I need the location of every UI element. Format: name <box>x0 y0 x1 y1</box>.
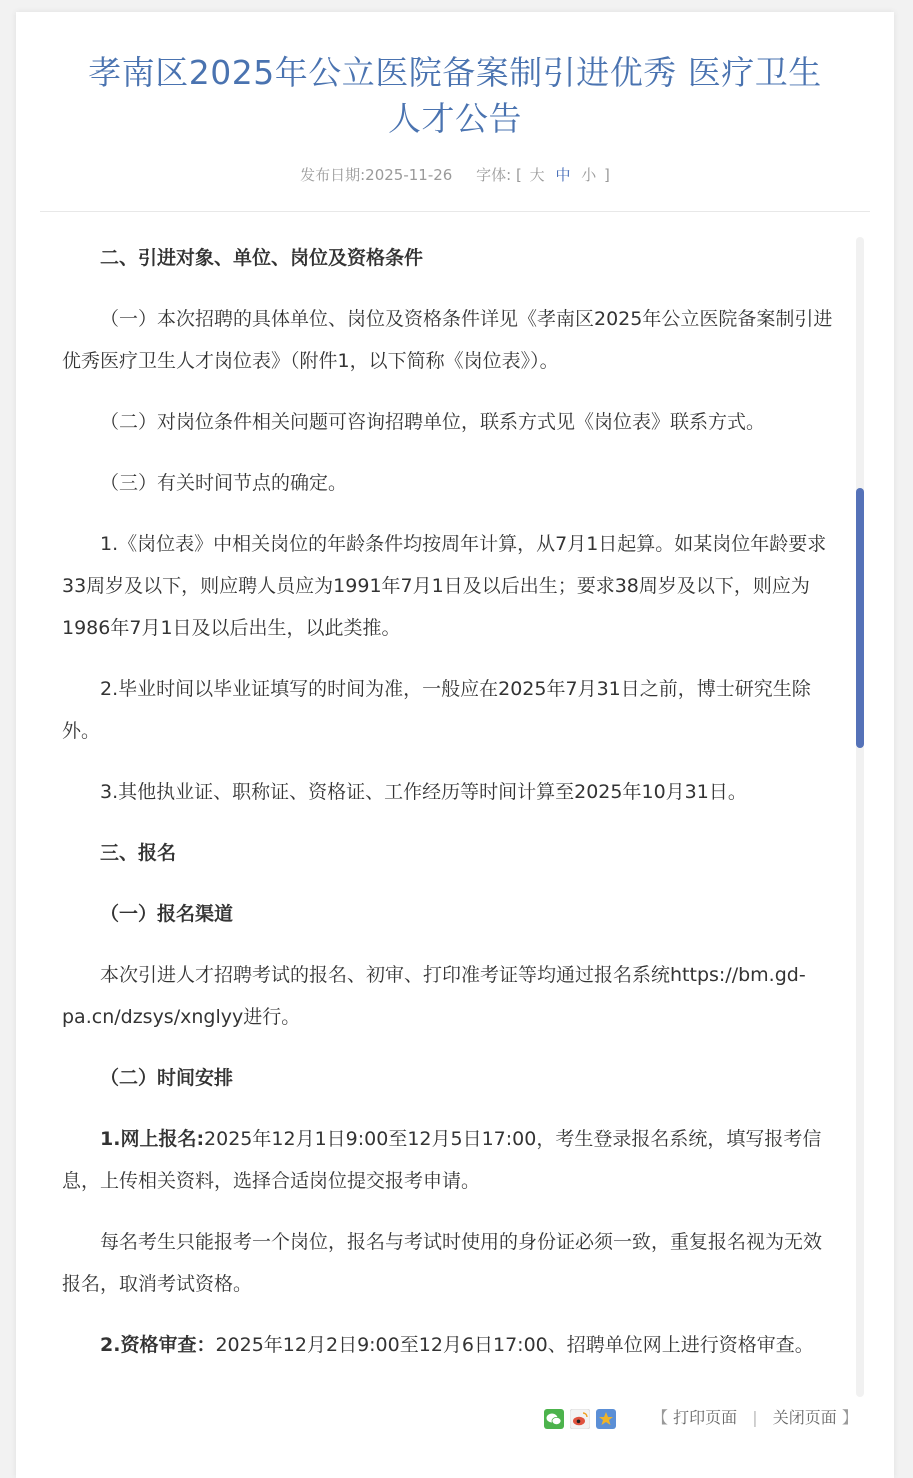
section-heading: （二）时间安排 <box>100 1067 234 1089</box>
section-heading: （一）报名渠道 <box>100 903 234 925</box>
paragraph: 2.毕业时间以毕业证填写的时间为准，一般应在2025年7月31日之前，博士研究生除外。 <box>62 678 811 742</box>
font-size-small[interactable]: 小 <box>581 166 597 184</box>
article-card <box>16 12 894 1478</box>
paragraph: 3.其他执业证、职称证、资格证、工作经历等时间计算至2025年10月31日。 <box>100 781 747 803</box>
paragraph: （二）对岗位条件相关问题可咨询招聘单位，联系方式见《岗位表》联系方式。 <box>100 411 766 433</box>
article-body[interactable] <box>62 237 838 1397</box>
footer-bracket-close: 】 <box>841 1408 858 1427</box>
footer-bracket-open: 【 <box>652 1408 669 1427</box>
paragraph: （一）本次招聘的具体单位、岗位及资格条件详见《孝南区2025年公立医院备案制引进优秀医疗卫生人才岗位表》（附件1，以下简称《岗位表》）。 <box>62 308 833 372</box>
print-page-link[interactable]: 打印页面 <box>673 1408 738 1427</box>
paragraph <box>62 1324 838 1366</box>
paragraph-text: 2025年12月2日9:00至12月6日17:00、招聘单位网上进行资格审查。 <box>215 1334 814 1356</box>
section-heading: 三、报名 <box>100 842 177 864</box>
font-size-medium[interactable]: 中 <box>555 166 571 184</box>
page-title <box>46 50 864 142</box>
font-bracket-close: ] <box>604 166 610 184</box>
title-line-2: 人才公告 <box>388 99 522 138</box>
font-bracket-open: [ <box>516 166 522 184</box>
paragraph-bold-lead: 1.网上报名: <box>100 1128 205 1150</box>
weibo-icon <box>570 1409 590 1429</box>
paragraph-text: 2025年12月1日9:00至12月5日17:00，考生登录报名系统，填写报考信息，上传相关资料，选择合适岗位提交报考申请。 <box>62 1128 822 1192</box>
font-size-label: 字体: <box>476 166 512 184</box>
qzone-icon <box>596 1409 616 1429</box>
scrollbar-track[interactable] <box>856 237 864 1397</box>
footer-links <box>652 1406 858 1430</box>
wechat-share-button[interactable] <box>544 1409 564 1429</box>
paragraph: （三）有关时间节点的确定。 <box>100 472 348 494</box>
qzone-share-button[interactable] <box>596 1409 616 1429</box>
close-page-link[interactable]: 关闭页面 <box>772 1408 837 1427</box>
title-line-1: 孝南区2025年公立医院备案制引进优秀 医疗卫生 <box>88 53 822 92</box>
divider <box>40 211 870 212</box>
weibo-share-button[interactable] <box>570 1409 590 1429</box>
paragraph: 每名考生只能报考一个岗位，报名与考试时使用的身份证必须一致，重复报名视为无效报名，取消考试资格。 <box>62 1231 823 1295</box>
wechat-icon <box>544 1409 564 1429</box>
paragraph: 本次引进人才招聘考试的报名、初审、打印准考证等均通过报名系统https://bm.gd-pa.cn/dzsys/xnglyy进行。 <box>62 964 806 1028</box>
font-size-large[interactable]: 大 <box>529 166 545 184</box>
article-meta <box>16 163 894 187</box>
paragraph-bold-lead: 2.资格审查： <box>100 1334 216 1356</box>
paragraph: 1.《岗位表》中相关岗位的年龄条件均按周年计算，从7月1日起算。如某岗位年龄要求33周岁及以下，则应聘人员应为1991年7月1日及以后出生；要求38周岁及以下，则应为1986年7月1日及以后出生，以此类推。 <box>62 533 827 639</box>
footer-separator: | <box>752 1408 758 1427</box>
publish-date: 发布日期:2025-11-26 <box>300 166 453 184</box>
paragraph <box>62 1118 838 1202</box>
scrollbar-thumb[interactable] <box>856 488 864 748</box>
section-heading: 二、引进对象、单位、岗位及资格条件 <box>100 247 424 269</box>
